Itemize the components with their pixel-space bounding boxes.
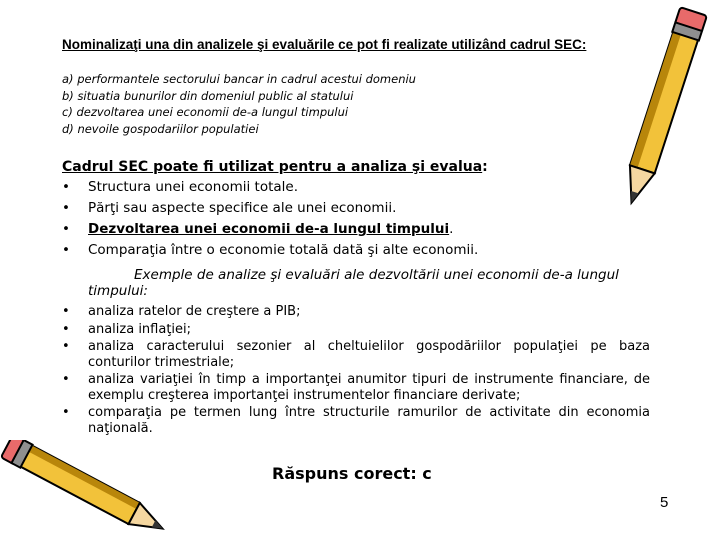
bullet: •	[62, 304, 70, 319]
list-item: • analiza ratelor de creştere a PIB;	[62, 304, 301, 319]
option-c: c) dezvoltarea unei economii de-a lungul timpului	[62, 105, 349, 119]
sec-heading-colon: :	[482, 159, 488, 175]
examples-heading: Exemple de analize şi evaluări ale dezvoltării unei economii de-a lungul timpului:	[88, 267, 619, 299]
examples-list	[62, 304, 650, 438]
option-a: a) performantele sectorului bancar in cadrul acestui domeniu	[62, 72, 416, 86]
answer-options	[62, 71, 582, 137]
list-item: • analiza inflaţiei;	[62, 321, 192, 337]
bullet: •	[62, 321, 70, 337]
page-number: 5	[660, 494, 669, 511]
pencil-clipart-bottom	[0, 440, 175, 540]
question-text: Nominalizaţi una din analizele şi evaluările ce pot fi realizate utilizând cadrul SEC:	[62, 37, 587, 52]
bullet: •	[62, 405, 70, 420]
option-b: b) situatia bunurilor din domeniul public al statului	[62, 88, 354, 103]
sec-heading-text: Cadrul SEC poate fi utilizat pentru a analiza şi evalua	[62, 159, 483, 175]
list-item: • analiza caracterului sezonier al cheltuielilor gospodăriilor populaţiei pe baza conturilor trimestriale;	[62, 339, 650, 370]
list-item-highlighted: • Dezvoltarea unei economii de-a lungul timpului.	[62, 219, 662, 240]
list-item: • Părţi sau aspecte specifice ale unei economii.	[62, 198, 662, 219]
sec-heading	[62, 158, 488, 176]
bullet: •	[62, 221, 70, 237]
bullet: •	[62, 242, 70, 258]
option-d: d) nevoile gospodariilor populatiei	[62, 121, 259, 136]
bullet: •	[62, 372, 70, 387]
list-item: • Comparaţia între o economie totală dată şi alte economii.	[62, 240, 662, 261]
correct-answer: Răspuns corect: c	[272, 464, 432, 483]
list-item: • comparaţia pe termen lung între structurile ramurilor de activitate din economia naţională.	[62, 405, 650, 436]
sec-list	[62, 177, 662, 261]
bullet: •	[62, 200, 70, 216]
bullet: •	[62, 339, 70, 354]
list-item: • analiza variaţiei în timp a importanţei anumitor tipuri de instrumente financiare, de exemplu creşterea importanţei instrumentelor financiare derivate;	[62, 372, 650, 403]
bullet: •	[62, 179, 70, 195]
list-item: • Structura unei economii totale.	[62, 177, 662, 198]
